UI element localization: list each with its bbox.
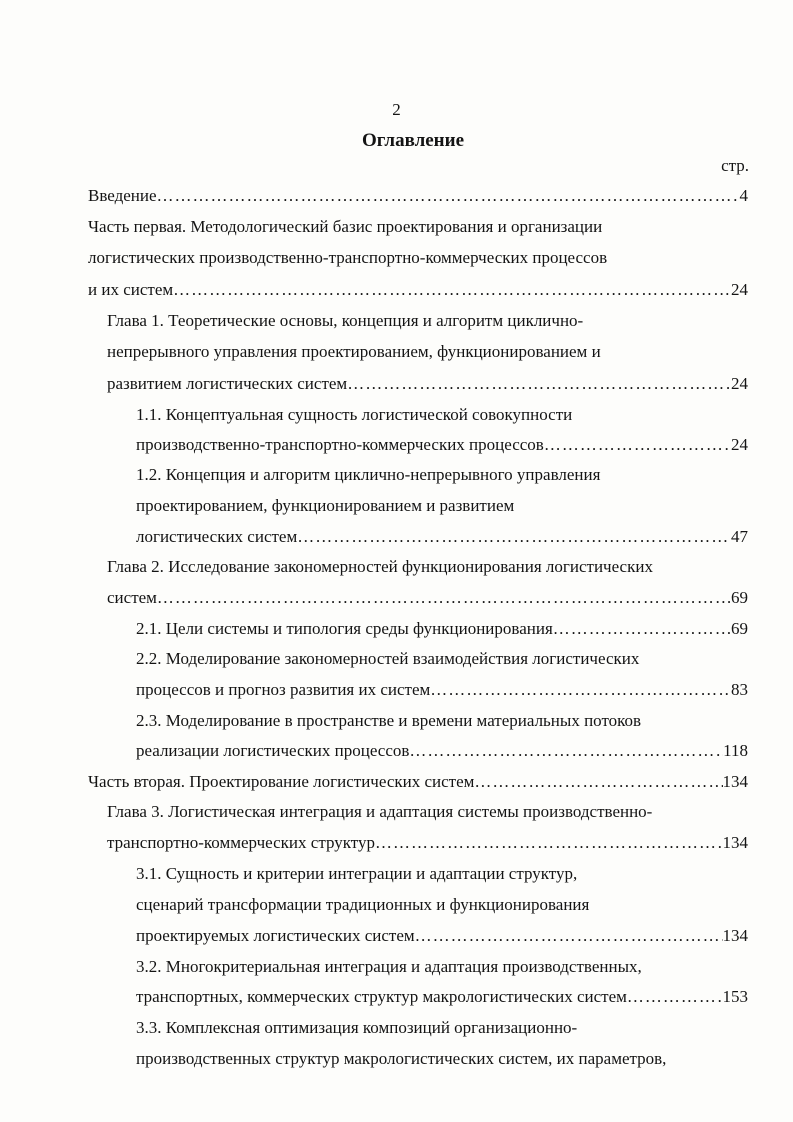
toc-line: Глава 2. Исследование закономерностей функционирования логистических [107,557,653,576]
toc-line: Часть первая. Методологический базис проектирования и организации [88,217,603,236]
page-title: Оглавление [361,130,465,151]
toc-entry-title: Введение [88,186,157,205]
page-number: 2 [392,100,401,119]
toc-entry-chapter2 [107,587,748,609]
toc-entry-page: 134 [722,772,748,791]
toc-entry-part1 [88,279,748,301]
toc-entry-title: 2.1. Цели системы и типология среды функционирования [136,619,553,638]
leader-dots [173,279,731,301]
toc-entry-section-2-2 [136,679,748,701]
toc-line: проектированием, функционированием и развитием [136,496,515,515]
toc-line: 3.2. Многокритериальная интеграция и адаптация производственных, [136,957,642,976]
toc-entry-title: систем [107,588,157,607]
leader-dots [627,986,723,1008]
toc-entry-page: 24 [731,374,748,393]
toc-line: Глава 3. Логистическая интеграция и адаптация системы производственно- [107,802,653,821]
toc-line: производственных структур макрологистических систем, их параметров, [136,1049,667,1068]
toc-entry-title: производственно-транспортно-коммерческих процессов [136,435,544,454]
toc-entry-chapter3 [107,832,748,854]
toc-line: 1.2. Концепция и алгоритм циклично-непрерывного управления [136,465,601,484]
toc-line: 2.2. Моделирование закономерностей взаимодействия логистических [136,649,640,668]
toc-line: сценарий трансформации традиционных и функционирования [136,895,590,914]
toc-entry-page: 134 [722,926,748,945]
toc-line: 1.1. Концептуальная сущность логистической совокупности [136,405,573,424]
toc-entry-section-3-1 [136,925,748,947]
toc-entry-page: 153 [722,987,748,1006]
toc-entry-title: и их систем [88,280,174,299]
toc-entry-title: развитием логистических систем [107,374,348,393]
toc-entry-title: реализации логистических процессов [136,741,410,760]
toc-entry-page: 134 [722,833,748,852]
leader-dots [415,925,723,947]
toc-entry-part2 [88,771,748,793]
leader-dots [297,526,731,548]
page-column-label: стр. [721,156,749,175]
toc-entry-page: 24 [731,280,748,299]
toc-entry-title: процессов и прогноз развития их систем [136,680,431,699]
leader-dots [157,587,731,609]
toc-entry-page: 69 [731,619,748,638]
toc-line: Глава 1. Теоретические основы, концепция и алгоритм циклично- [107,311,584,330]
toc-entry-title: транспортных, коммерческих структур макрологистических систем [136,987,627,1006]
toc-entry-section-2-3 [136,740,748,762]
toc-entry-page: 47 [731,527,748,546]
toc-entry-page: 69 [731,588,748,607]
toc-entry-title: Часть вторая. Проектирование логистических систем [88,772,475,791]
leader-dots [347,373,731,395]
toc-entry-page: 4 [739,186,748,205]
leader-dots [474,771,722,793]
toc-entry-intro [88,185,748,207]
toc-line: 2.3. Моделирование в пространстве и времени материальных потоков [136,711,642,730]
toc-entry-title: транспортно-коммерческих структур [107,833,375,852]
leader-dots [375,832,723,854]
toc-entry-title: логистических систем [136,527,298,546]
toc-line: непрерывного управления проектированием, функционированием и [107,342,601,361]
toc-line: 3.1. Сущность и критерии интеграции и адаптации структур, [136,864,578,883]
toc-line: 3.3. Комплексная оптимизация композиций организационно- [136,1018,578,1037]
toc-entry-section-1-1 [136,434,748,456]
toc-entry-page: 24 [731,435,748,454]
toc-entry-page: 83 [731,680,748,699]
leader-dots [430,679,731,701]
leader-dots [409,740,723,762]
toc-entry-chapter1 [107,373,748,395]
toc-entry-page: 118 [723,741,748,760]
toc-line: логистических производственно-транспортно-коммерческих процессов [88,248,608,267]
leader-dots [157,185,740,207]
toc-entry-section-3-2 [136,986,748,1008]
toc-entry-section-2-1 [136,618,748,640]
toc-entry-title: проектируемых логистических систем [136,926,415,945]
leader-dots [544,434,731,456]
leader-dots [553,618,731,640]
toc-entry-section-1-2 [136,526,748,548]
